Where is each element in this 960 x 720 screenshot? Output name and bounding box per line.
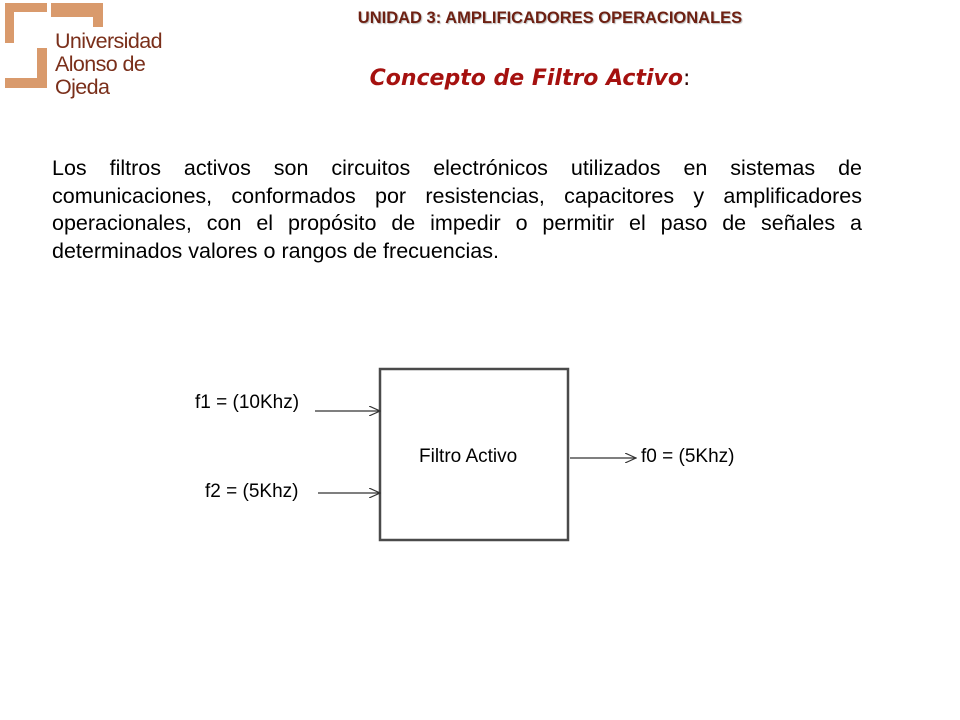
unit-title: UNIDAD 3: AMPLIFICADORES OPERACIONALES <box>357 9 743 27</box>
input1-label: f1 = (10Khz) <box>195 392 300 413</box>
filter-block-label: Filtro Activo <box>419 446 518 467</box>
slide-title-text: Concepto de Filtro Activo <box>369 66 683 91</box>
slide-title-colon: : <box>682 66 691 91</box>
output-label: f0 = (5Khz) <box>641 446 735 467</box>
logo-line-1: Universidad <box>55 29 162 53</box>
logo-line-2: Alonso de Ojeda <box>55 52 146 99</box>
input2-label: f2 = (5Khz) <box>205 481 299 502</box>
definition-paragraph: Los filtros activos son circuitos electrónicos utilizados en sistemas de comunicaciones, conformados por resistencias, capacitores y amplificadores operacionales, con el propósito de impedir o permitir el paso de señales a determinados valores o rangos de frecuencias. <box>52 156 862 263</box>
